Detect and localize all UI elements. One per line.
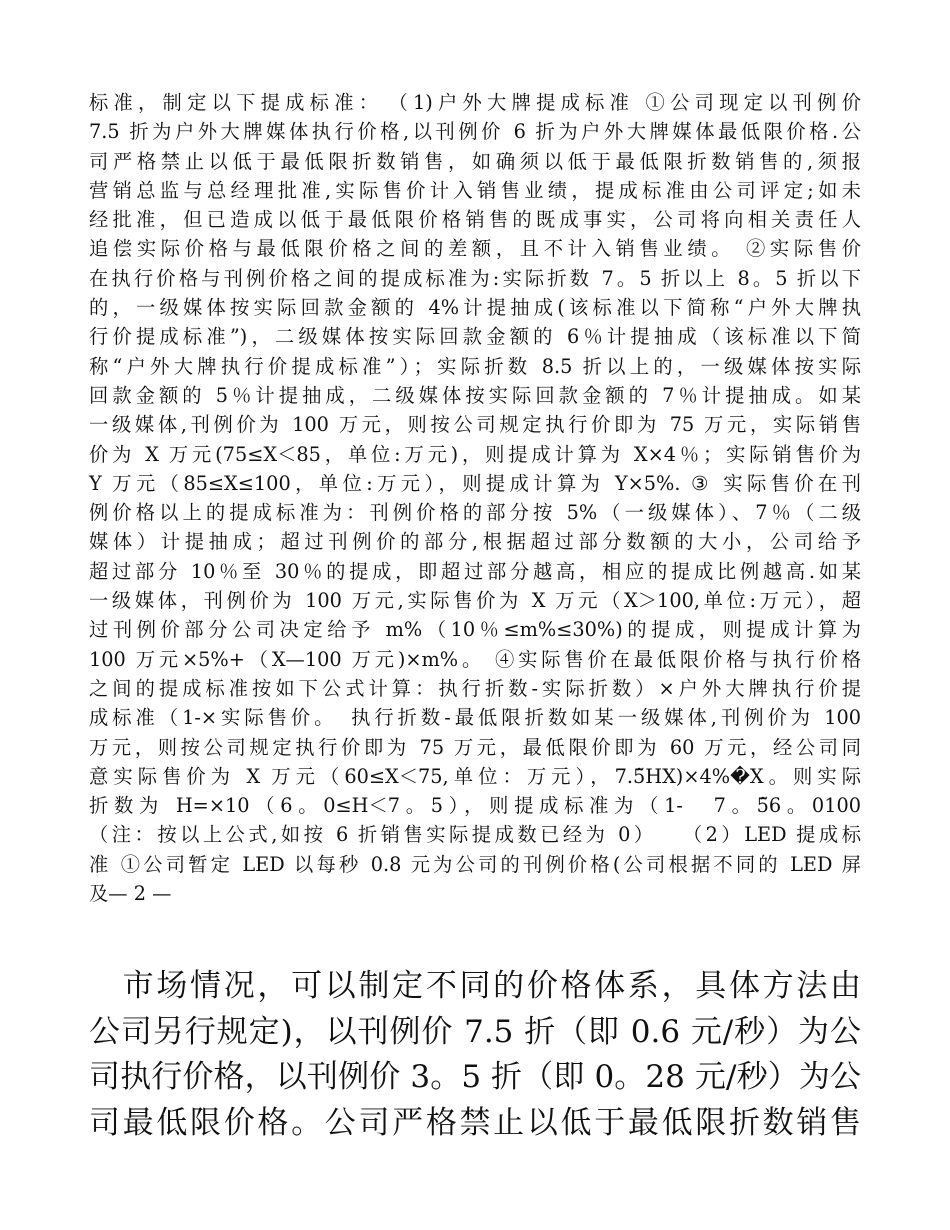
text-line: 公司另行规定)，以刊例价 7.5 折（即 0.6 元/秒）为公 <box>89 1013 861 1050</box>
text-line: 过刊例价部分公司决定给予 m%（10％≤m%≤30%)的提成，则提成计算为 <box>89 618 861 642</box>
text-line: 司最低限价格。公司严格禁止以低于最低限折数销售 <box>89 1104 861 1141</box>
text-line: 一级媒体,刊例价为 100 万元，则按公司规定执行价即为 75 万元，实际销售 <box>89 413 861 437</box>
text-line: 在执行价格与刊例价格之间的提成标准为:实际折数 7。5 折以上 8。5 折以下 <box>89 266 861 290</box>
text-line: 行价提成标准”)，二级媒体按实际回款金额的 6％计提抽成（该标准以下简 <box>89 325 861 349</box>
text-line: 成标准（1-×实际售价。 执行折数-最低限折数如某一级媒体,刊例价为 100 <box>89 706 861 730</box>
text-line: 的，一级媒体按实际回款金额的 4%计提抽成(该标准以下简称“户外大牌执 <box>89 296 861 320</box>
text-line: Y 万元（85≤X≤100，单位:万元），则提成计算为 Y×5%. ③ 实际售价在刊 <box>89 471 861 495</box>
text-line: 一级媒体，刊例价为 100 万元,实际售价为 X 万元（X＞100,单位:万元），超 <box>89 589 861 613</box>
text-line: 经批准，但已造成以低于最低限价格销售的既成事实，公司将向相关责任人 <box>89 208 861 232</box>
paragraph-commission-standards <box>89 88 861 908</box>
text-line: 媒体）计提抽成；超过刊例价的部分,根据超过部分数额的大小，公司给予 <box>89 530 861 554</box>
text-line: 超过部分 10％至 30％的提成，即超过部分越高，相应的提成比例越高.如某 <box>89 559 861 583</box>
text-line: 之间的提成标准按如下公式计算：执行折数-实际折数）×户外大牌执行价提 <box>89 676 861 700</box>
text-line: 称“户外大牌执行价提成标准”）；实际折数 8.5 折以上的，一级媒体按实际 <box>89 354 861 378</box>
text-line: 万元，则按公司规定执行价即为 75 万元，最低限价即为 60 万元，经公司同 <box>89 735 861 759</box>
text-line: 回款金额的 5％计提抽成，二级媒体按实际回款金额的 7％计提抽成。如某 <box>89 383 861 407</box>
text-line: 7.5 折为户外大牌媒体执行价格,以刊例价 6 折为户外大牌媒体最低限价格.公 <box>89 120 861 144</box>
text-line: 价为 X 万元(75≤X＜85，单位:万元)，则提成计算为 X×4％；实际销售价为 <box>89 442 861 466</box>
text-line: 准 ①公司暂定 LED 以每秒 0.8 元为公司的刊例价格(公司根据不同的 LED 屏 <box>89 852 861 876</box>
text-line: 意实际售价为 X 万元（60≤X＜75,单位：万元），7.5̃HX)×4%�X。则实际 <box>89 764 861 788</box>
text-line: 标准，制定以下提成标准： （1)户外大牌提成标准 ①公司现定以刊例价 <box>89 91 861 114</box>
text-line: 追偿实际价格与最低限价格之间的差额，且不计入销售业绩。 ②实际售价 <box>89 237 861 261</box>
text-line: 折数为 H=×10（6。0≤H＜7。5），则提成标准为（1- 7。5̃6。0100 <box>89 794 861 818</box>
text-line: 司执行价格，以刊例价 3。5 折（即 0。28 元/秒）为公 <box>89 1059 861 1095</box>
text-line: 例价格以上的提成标准为：刊例价格的部分按 5%（一级媒体）、7％（二级 <box>89 501 861 525</box>
text-line: 司严格禁止以低于最低限折数销售，如确须以低于最低限折数销售的,须报 <box>89 149 861 173</box>
text-line: 100 万元×5%+（X—100 万元)×m%。 ④实际售价在最低限价格与执行价格 <box>89 647 861 671</box>
text-line: 市场情况，可以制定不同的价格体系，具体方法由 <box>89 968 861 1004</box>
text-line: （注：按以上公式,如按 6 折销售实际提成数已经为 0） （2）LED 提成标 <box>89 823 861 847</box>
text-line: 营销总监与总经理批准,实际售价计入销售业绩，提成标准由公司评定;如未 <box>89 178 861 202</box>
paragraph-led-pricing <box>89 964 861 1146</box>
page-number-line: 及— 2 — <box>89 882 172 906</box>
